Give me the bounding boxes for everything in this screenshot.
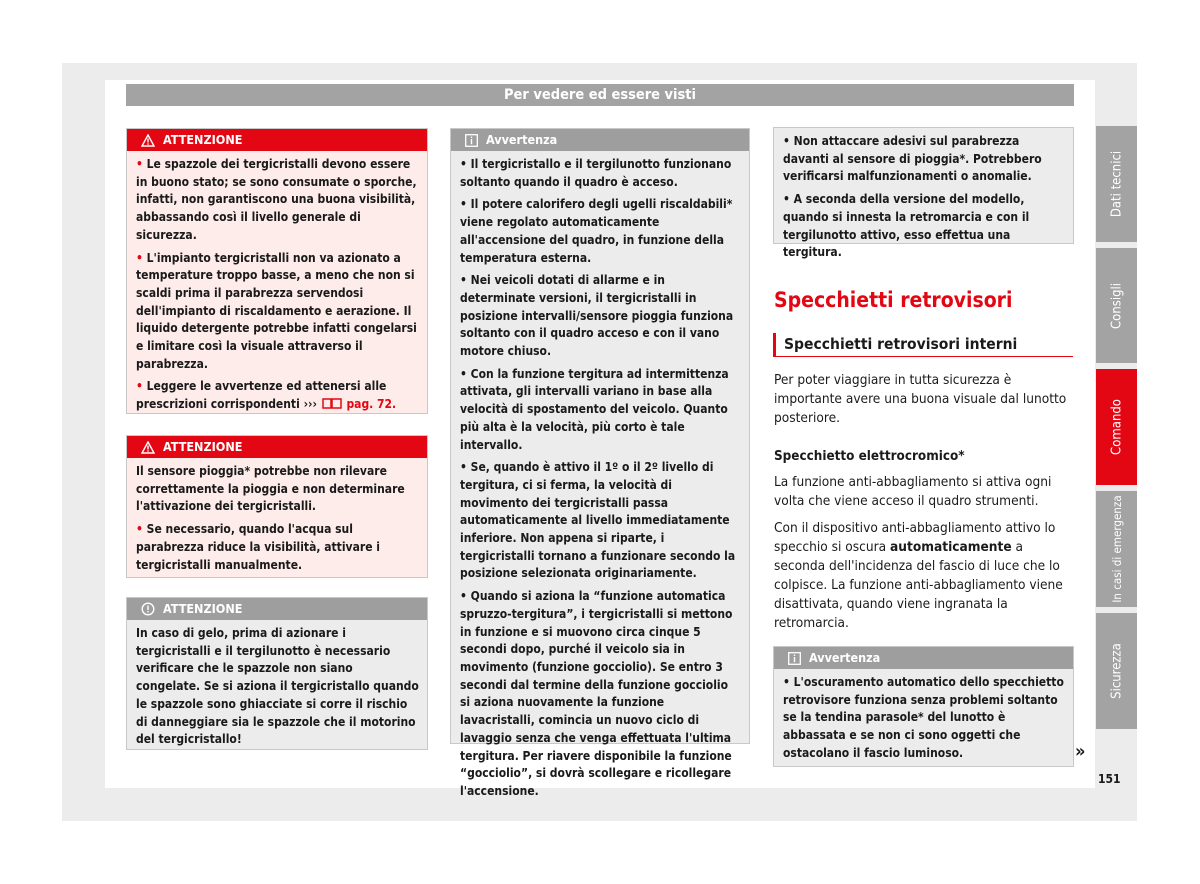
intro-paragraph: Per poter viaggiare in tutta sicurezza è importante avere una buona visuale dal lunotto posteriore. [774,372,1067,426]
continue-mark: » [1075,741,1086,762]
note-header [774,647,1073,669]
tab-comando[interactable]: Comando [1096,369,1137,485]
warning-box-2 [126,435,428,578]
tab-dati-tecnici[interactable]: Dati tecnici [1096,126,1137,242]
paragraph-1: La funzione anti-abbagliamento si attiva ogni volta che viene acceso il quadro strumenti. [774,474,1052,509]
warning-triangle-icon [141,134,155,147]
list-item: • Con la funzione tergitura ad intermittenza attivata, gli intervalli variano in base alla velocità di spostamento del veicolo. Quanto più alta è la velocità, più corto è tale intervallo. [460,366,729,452]
page-reference-link[interactable]: pag. 72. [346,397,397,412]
list-item: • Nei veicoli dotati di allarme e in determinate versioni, il tergicristalli in posizione intervalli/sensore pioggia funziona soltanto con il quadro acceso e con il vano motore chiuso. [460,273,734,359]
list-item: • Il potere calorifero degli ugelli riscaldabili* viene regolato automaticamente all'accensione del quadro, in funzione della temperatura esterna. [460,197,733,265]
notice-box-3 [126,597,428,750]
note-box-avvertenza [450,128,750,798]
list-item: • L'oscuramento automatico dello specchietto retrovisore funziona senza problemi soltanto se la tendina parasole* del lunotto è abbassata e se non ci sono oggetti che ostacolano il fascio luminoso. [783,675,1064,760]
note-title: Avvertenza [486,132,558,147]
warning-triangle-icon [141,441,155,454]
sub-heading: Specchietto elettrocromico* [774,449,965,464]
list-item: • Non attaccare adesivi sul parabrezza davanti al sensore di pioggia*. Potrebbero verificarsi malfunzionamenti o anomalie. [783,134,1042,184]
tab-consigli[interactable]: Consigli [1096,248,1137,363]
list-item: • Il tergicristallo e il tergilunotto funzionano soltanto quando il quadro è acceso. [460,157,732,189]
list-item: • Se necessario, quando l'acqua sul parabrezza riduce la visibilità, attivare i tergicristalli manualmente. [136,522,380,572]
chapter-header: Per vedere ed essere visti [126,84,1074,106]
warning-title: ATTENZIONE [163,439,243,454]
subsection-title: Specchietti retrovisori interni [773,333,1073,357]
warning-box-1 [126,128,428,414]
tab-sicurezza[interactable]: Sicurezza [1096,613,1137,729]
section-title: Specchietti retrovisori [774,288,1013,312]
notice-title: ATTENZIONE [163,601,243,616]
warning-text: Il sensore pioggia* potrebbe non rilevare correttamente la pioggia e non determinare l'attivazione dei tergicristalli. [136,464,405,514]
note-header [451,129,749,151]
warning-header [127,129,427,151]
info-icon [788,652,801,665]
list-item: • Le spazzole dei tergicristalli devono essere in buono stato; se sono consumate o sporche, infatti, non garantiscono una buona visibilità, abbassando così il livello generale di sicurezza. [136,157,417,242]
list-item: • Leggere le avvertenze ed attenersi alle prescrizioni corrispondenti ››› pag. 72. [136,379,397,412]
warning-title: ATTENZIONE [163,132,243,147]
list-item: • Quando si aziona la “funzione automatica spruzzo-tergitura”, i tergicristalli si mettono in funzione e si muovono circa cinque 5 secondi dopo, purché il veicolo sia in movimento (funzione gocciolio). Se entro 3 secondi dal termine della funzione gocciolio si aziona nuovamente la funzione lavacristalli, comincia un nuovo ciclo di lavaggio senza che venga effettuata l'ultima tergitura. Per riavere disponibile la funzione “gocciolio”, si dovrà scollegare e ricollegare l'accensione. [460,589,733,798]
paragraph-2: Con il dispositivo anti-abbagliamento attivo lo specchio si oscura automaticamente a seconda dell'incidenza del fascio di luce che lo colpisce. La funzione anti-abbagliamento viene disattivata, quando viene ingranata la retromarcia. [774,520,1063,631]
list-item: • A seconda della versione del modello, quando si innesta la retromarcia e con il tergilunotto attivo, esso effettua una tergitura. [783,192,1030,260]
tab-in-casi-di-emergenza[interactable]: In casi di emergenza [1096,491,1137,607]
notice-text: In caso di gelo, prima di azionare i tergicristalli e il tergilunotto è necessario verificare che le spazzole non siano congelate. Se si aziona il tergicristallo quando le spazzole sono ghiacciate si corre il rischio di danneggiare sia le spazzole che il motorino del tergicristallo! [136,626,419,747]
note-box-mirror [773,646,1074,767]
page-number: 151 [1098,772,1121,786]
note-box-continued [773,127,1074,260]
list-item: • L'impianto tergicristalli non va azionato a temperature troppo basse, a meno che non si scaldi prima il parabrezza servendosi dell'impianto di riscaldamento e aerazione. Il liquido detergente potrebbe infatti congelarsi e limitare così la visuale attraverso il parabrezza. [136,250,417,371]
notice-header [127,598,427,620]
info-icon [465,134,478,147]
warning-header [127,436,427,458]
book-reference-icon [321,397,343,410]
list-item: • Se, quando è attivo il 1º o il 2º livello di tergitura, ci si ferma, la velocità di movimento dei tergicristalli passa automaticamente al livello immediatamente inferiore. Non appena si riparte, i tergicristalli tornano a funzionare secondo la posizione selezionata originariamente. [460,460,736,581]
note-title: Avvertenza [809,650,881,665]
exclamation-circle-icon [141,602,155,616]
